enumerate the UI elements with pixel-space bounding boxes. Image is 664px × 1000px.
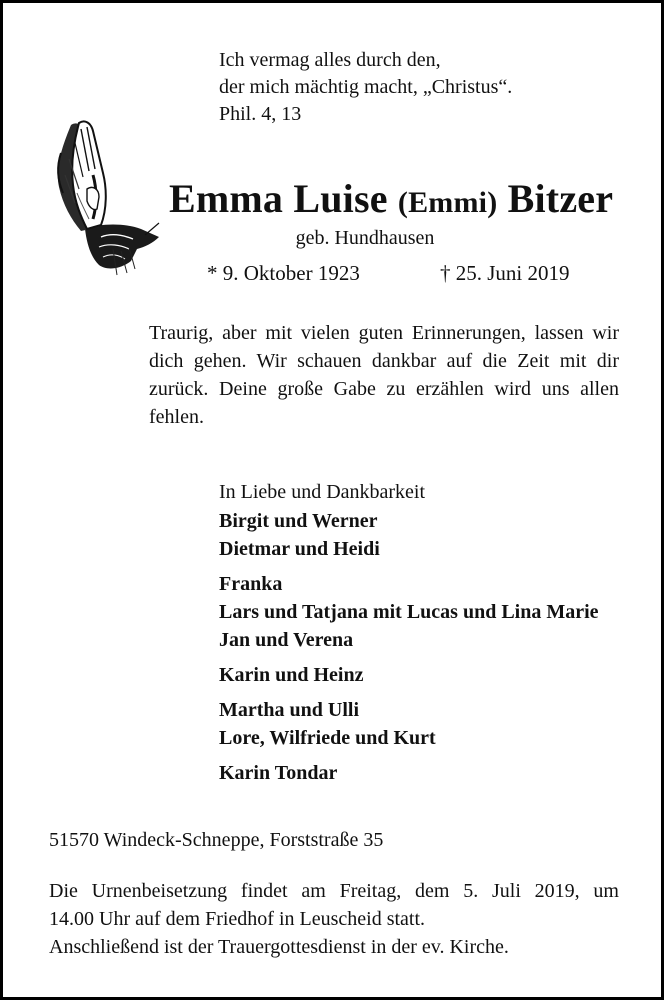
maiden-name: geb. Hundhausen	[295, 227, 435, 249]
mourner-name: Franka	[219, 573, 283, 595]
farewell-message	[149, 319, 619, 431]
mourner-name: Lore, Wilfriede und Kurt	[219, 727, 436, 749]
greeting-line: In Liebe und Dankbarkeit	[219, 481, 426, 503]
deceased-first-names: Emma Luise	[169, 176, 388, 221]
mourner-name: Martha und Ulli	[219, 699, 360, 721]
family-address: 51570 Windeck-Schneppe, Forststraße 35	[49, 829, 384, 851]
birth-date: * 9. Oktober 1923	[207, 261, 360, 285]
mourner-group	[219, 696, 599, 752]
bible-verse	[219, 47, 512, 128]
mourner-name: Birgit und Werner	[219, 510, 378, 532]
mourner-name: Dietmar und Heidi	[219, 538, 380, 560]
funeral-line: Anschließend ist der Trauergottesdienst in der ev. Kirche.	[49, 936, 509, 958]
praying-hands-icon	[41, 119, 165, 279]
mourner-name: Jan und Verena	[219, 629, 354, 651]
death-date: † 25. Juni 2019	[440, 261, 570, 285]
mourner-group	[219, 570, 599, 654]
verse-line: der mich mächtig macht, „Christus“.	[219, 76, 513, 98]
mourner-name: Karin und Heinz	[219, 664, 364, 686]
verse-line: Ich vermag alles durch den,	[219, 49, 441, 71]
verse-reference: Phil. 4, 13	[219, 103, 302, 125]
funeral-info	[49, 877, 619, 961]
farewell-text: Traurig, aber mit vielen guten Erinnerungen, lassen wir dich gehen. Wir schauen dankbar auf die Zeit mit dir zurück. Deine große Gabe zu erzählen wird uns allen fehlen.	[149, 322, 619, 428]
mourner-name: Lars und Tatjana mit Lucas und Lina Marie	[219, 601, 599, 623]
funeral-line: Die Urnenbeisetzung findet am Freitag, dem 5. Juli 2019, um	[49, 880, 619, 902]
deceased-nickname: (Emmi)	[397, 186, 498, 219]
deceased-surname: Bitzer	[507, 176, 614, 221]
mourner-group	[219, 661, 599, 689]
mourner-group	[219, 759, 599, 787]
mourner-group	[219, 507, 599, 563]
funeral-line: 14.00 Uhr auf dem Friedhof in Leuscheid statt.	[49, 908, 426, 930]
deceased-name	[169, 175, 625, 227]
mourner-name: Karin Tondar	[219, 762, 338, 784]
mourners-list	[219, 507, 599, 794]
